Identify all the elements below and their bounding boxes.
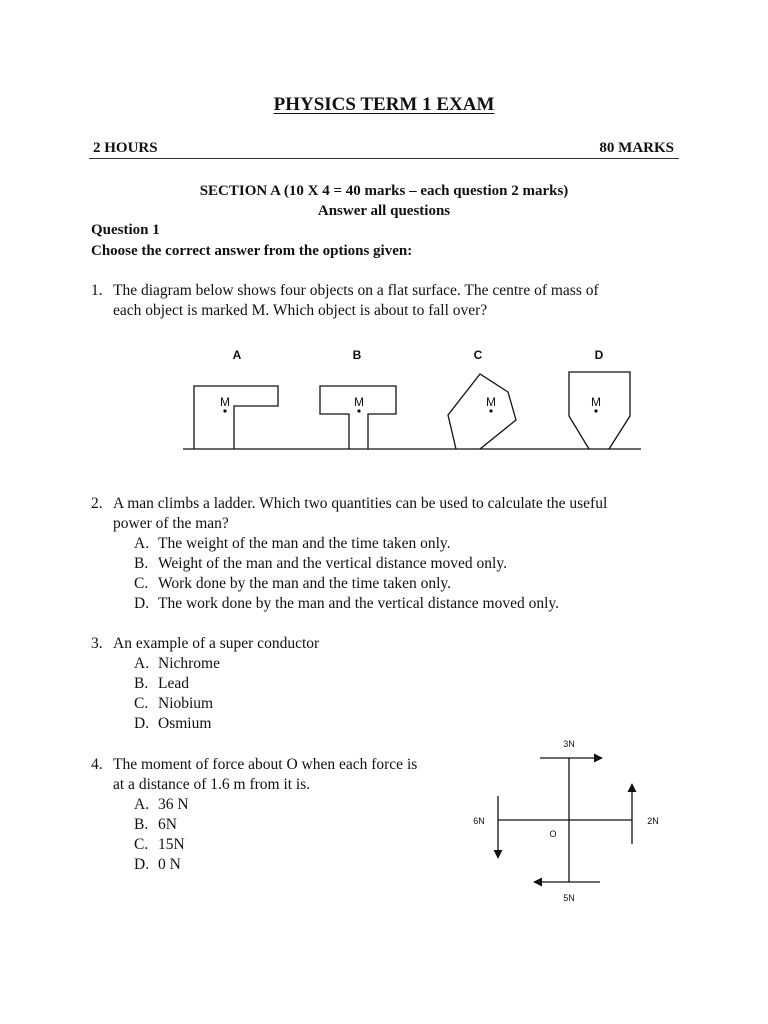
- question-1-line-1: The diagram below shows four objects on a flat surface. The centre of mass of: [113, 282, 599, 299]
- object-a-mass-label: M: [220, 395, 230, 409]
- question-4-forces-diagram: [460, 730, 680, 915]
- object-d-mass-label: M: [591, 395, 601, 409]
- question-3-option-a: A. Nichrome: [134, 655, 220, 672]
- question-4-option-a: A. 36 N: [134, 796, 189, 813]
- object-a-mass-dot: [223, 409, 226, 412]
- question-4-line-1: The moment of force about O when each force is: [113, 756, 418, 773]
- object-c-shape: [448, 374, 516, 449]
- question-2-option-d: D. The work done by the man and the vertical distance moved only.: [134, 595, 560, 612]
- question-4-option-b: B. 6N: [134, 816, 177, 833]
- question-heading: Question 1: [91, 222, 160, 238]
- object-d-mass-dot: [594, 409, 597, 412]
- question-2-line-2: power of the man?: [113, 515, 229, 532]
- object-c-mass-dot: [489, 409, 492, 412]
- question-4-line-2: at a distance of 1.6 m from it is.: [113, 776, 311, 793]
- question-2-option-a: A. The weight of the man and the time taken only.: [134, 535, 451, 552]
- question-2-option-c: C. Work done by the man and the time taken only.: [134, 575, 452, 592]
- question-2-line-1: A man climbs a ladder. Which two quantities can be used to calculate the useful: [113, 495, 608, 512]
- section-instruction: Answer all questions: [317, 203, 451, 219]
- question-1-objects-diagram: [0, 340, 768, 460]
- question-3-option-d: D. Osmium: [134, 715, 212, 732]
- object-c-mass-label: M: [486, 395, 496, 409]
- object-d-label: D: [594, 348, 604, 362]
- force-right-label: 2N: [647, 816, 659, 826]
- question-3-option-b: B. Lead: [134, 675, 189, 692]
- object-a-label: A: [232, 348, 242, 362]
- pivot-label: O: [549, 829, 557, 839]
- force-top-label: 3N: [563, 739, 575, 749]
- exam-marks: 80 MARKS: [599, 140, 674, 156]
- object-b-mass-dot: [357, 409, 360, 412]
- object-d-shape: [569, 372, 630, 449]
- question-2-number: 2.: [91, 495, 103, 512]
- object-b-mass-label: M: [354, 395, 364, 409]
- exam-duration: 2 HOURS: [93, 140, 158, 156]
- section-heading: SECTION A (10 X 4 = 40 marks – each question 2 marks): [199, 183, 569, 199]
- question-4-option-c: C. 15N: [134, 836, 185, 853]
- object-c-label: C: [473, 348, 483, 362]
- question-1-number: 1.: [91, 282, 103, 299]
- object-a-shape: [194, 386, 278, 449]
- question-3-number: 3.: [91, 635, 103, 652]
- exam-title: PHYSICS TERM 1 EXAM: [273, 94, 495, 115]
- question-1-line-2: each object is marked M. Which object is about to fall over?: [113, 302, 488, 319]
- object-b-label: B: [352, 348, 362, 362]
- question-prompt: Choose the correct answer from the options given:: [91, 243, 413, 259]
- question-3-line-1: An example of a super conductor: [113, 635, 320, 652]
- force-bottom-label: 5N: [563, 893, 575, 903]
- question-4-option-d: D. 0 N: [134, 856, 181, 873]
- header-rule: [89, 158, 679, 159]
- question-3-option-c: C. Niobium: [134, 695, 214, 712]
- force-left-label: 6N: [473, 816, 485, 826]
- question-2-option-b: B. Weight of the man and the vertical distance moved only.: [134, 555, 507, 572]
- question-4-number: 4.: [91, 756, 103, 773]
